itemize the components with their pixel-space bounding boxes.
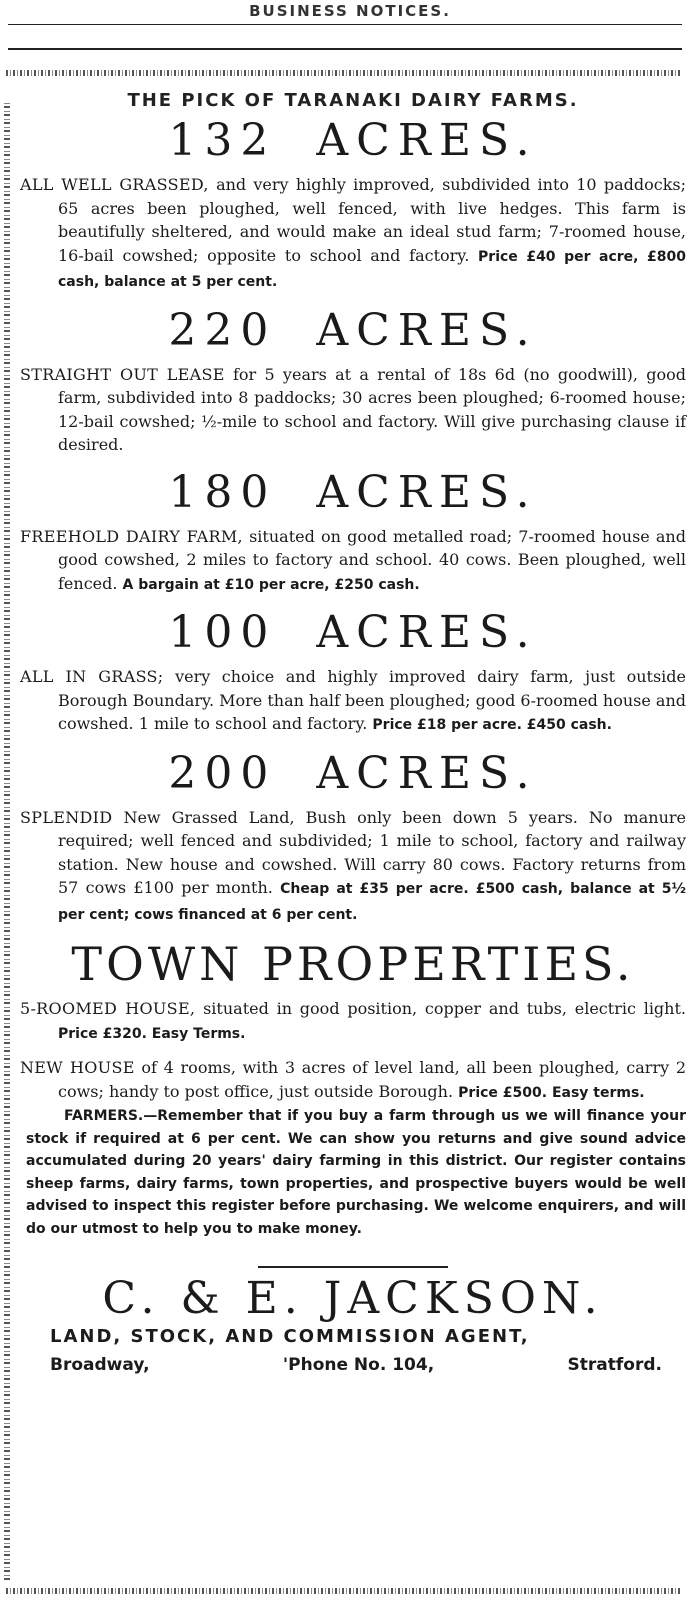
- listing-180-acres: [20, 467, 686, 598]
- farmers-notice: FARMERS.—Remember that if you buy a farm through us we will finance your stock if required at 6 per cent. We can show you returns and give sound advice accumulated during 20 years' dairy farming in this district. Our register contains sheep farms, dairy farms, town properties, and prospective buyers would be well advised to inspect this register before purchasing. We welcome enquirers, and will do our utmost to help you to make money.: [26, 1108, 686, 1237]
- top-rule: [8, 24, 682, 25]
- acreage-heading: 200 ACRES.: [168, 747, 538, 799]
- listing-200-acres: [20, 748, 686, 928]
- left-hatch-border: [4, 100, 10, 1580]
- town-listing-5-roomed-house: 5-ROOMED HOUSE, situated in good position, copper and tubs, electric light. Price £320. Easy Terms.: [20, 999, 686, 1042]
- ad-banner: THE PICK OF TARANAKI DAIRY FARMS.: [127, 90, 579, 111]
- acreage-heading: 180 ACRES.: [168, 466, 538, 518]
- listing-132-acres: [20, 115, 686, 295]
- listing-text: ALL WELL GRASSED, and very highly improved, subdivided into 10 paddocks; 65 acres been ploughed, well fenced, with live hedges. This farm is beautifully sheltered, and would make an ideal stud farm; 7-roomed house, 16-bail cowshed; opposite to school and factory. Price £40 per acre, £800 cash, balance at 5 per cent.: [20, 175, 687, 290]
- listing-220-acres: [20, 305, 686, 457]
- listing-100-acres: [20, 607, 686, 738]
- listing-text: STRAIGHT OUT LEASE for 5 years at a rental of 18s 6d (no goodwill), good farm, subdivided into 8 paddocks; 30 acres been ploughed; 6-roomed house; 12-bail cowshed; ½-mile to school and factory. Will give purchasing clause if desired.: [20, 364, 686, 454]
- firm-name: C. & E. JACKSON.: [102, 1273, 604, 1324]
- acreage-heading: 132 ACRES.: [168, 115, 538, 166]
- town-listing-new-house: NEW HOUSE of 4 rooms, with 3 acres of level land, all been ploughed, carry 2 cows; handy to post office, just outside Borough. Price £500. Easy terms.: [20, 1058, 687, 1101]
- bottom-hatch-border: [6, 1588, 682, 1594]
- advertisement: [20, 90, 686, 1378]
- signature-divider: [258, 1266, 448, 1268]
- firm-address: [20, 1350, 686, 1378]
- address-phone: 'Phone No. 104,: [282, 1355, 435, 1375]
- header-rule: [8, 48, 682, 50]
- address-street: Broadway,: [50, 1355, 150, 1375]
- listing-text: ALL IN GRASS; very choice and highly improved dairy farm, just outside Borough Boundary. More than half been ploughed; good 6-roomed house and cowshed. 1 mile to school and factory. Price £18 per acre. £450 cash.: [20, 667, 686, 733]
- firm-description: LAND, STOCK, AND COMMISSION AGENT,: [50, 1326, 530, 1347]
- acreage-heading: 220 ACRES.: [168, 304, 538, 356]
- listing-text: SPLENDID New Grassed Land, Bush only been down 5 years. No manure required; well fenced and subdivided; 1 mile to school, factory and railway station. New house and cowshed. Will carry 80 cows. Factory returns from 57 cows £100 per month. Cheap at £35 per acre. £500 cash, balance at 5½ per cent; cows financed at 6 per cent.: [20, 807, 686, 923]
- section-header: BUSINESS NOTICES.: [249, 2, 451, 20]
- acreage-heading: 100 ACRES.: [168, 607, 538, 658]
- listing-text: FREEHOLD DAIRY FARM, situated on good metalled road; 7-roomed house and good cowshed, 2 miles to factory and school. 40 cows. Been ploughed, well fenced. A bargain at £10 per acre, £250 cash.: [20, 526, 686, 593]
- town-properties-heading: TOWN PROPERTIES.: [71, 937, 635, 991]
- address-town: Stratford.: [567, 1355, 662, 1375]
- top-hatch-border: [6, 70, 682, 76]
